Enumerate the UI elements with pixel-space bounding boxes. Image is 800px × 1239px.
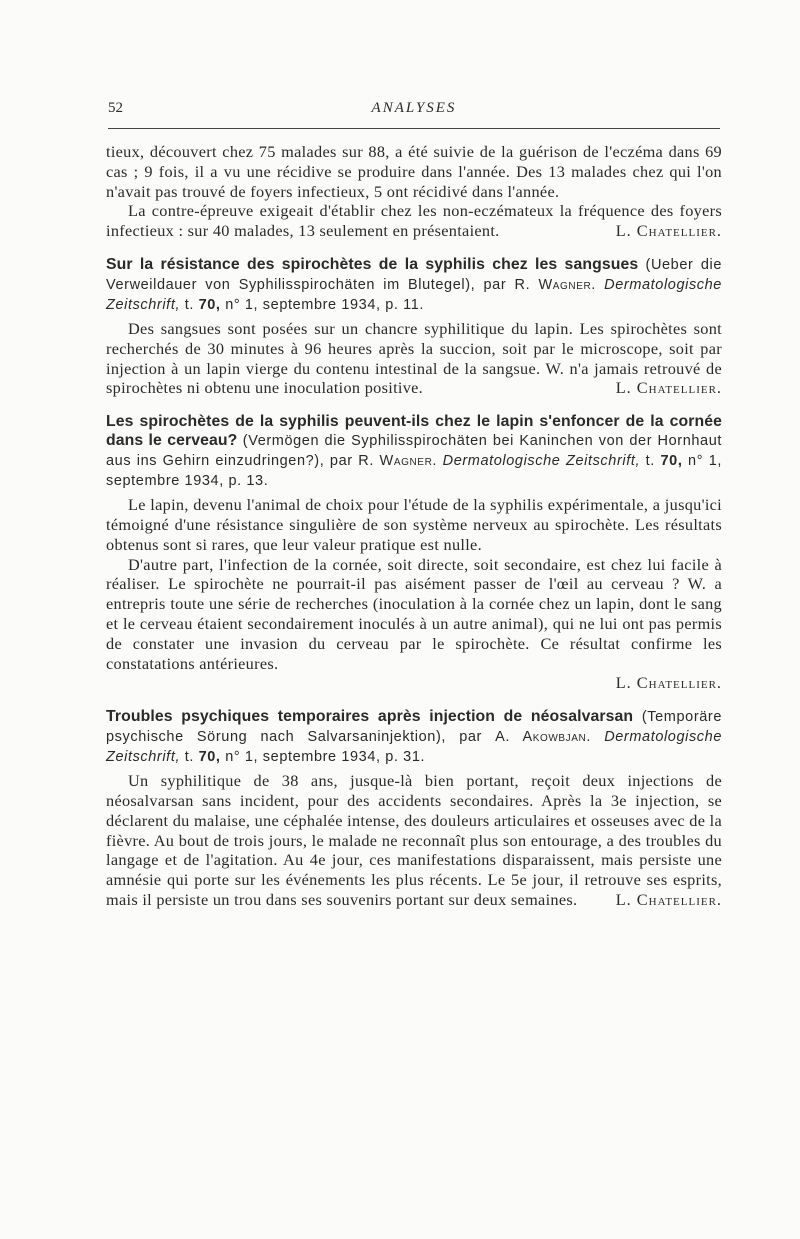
article-2: [106, 412, 722, 693]
article-paragraph-text: Un syphilitique de 38 ans, jusque-là bien portant, reçoit deux injections de néosalvarsan sans incident, pour des accidents secondaires. Après la 3e injection, se déclarent du malaise, une céphalée intense, des douleurs articulaires et osseuses avec de la fièvre. Au bout de trois jours, le malade ne reconnaît plus son entourage, a des troubles du langage et de l'agitation. Au 4e jour, ces manifestations disparaissent, mais persiste une amnésie qui porte sur les événements les plus récents. Le 5e jour, il retrouve ses esprits, mais il persiste un trou dans ses souvenirs portant sur deux semaines.: [106, 771, 722, 909]
reference-journal: Dermatologische Zeitschrift,: [106, 276, 722, 313]
reference-author: R. Wagner.: [358, 453, 438, 470]
opening-paragraph-2-text: La contre-épreuve exigeait d'établir chez les non-eczémateux la fréquence des foyers infectieux : sur 40 malades, 13 seulement en présentaient.: [106, 201, 722, 241]
reference-tome: t.: [640, 453, 661, 470]
page-number: 52: [108, 100, 123, 116]
reference-issue: n° 1, septembre 1934, p. 31.: [220, 749, 426, 766]
page-content: [106, 142, 722, 910]
article-title-text: Les spirochètes de la syphilis peuvent-ils chez le lapin s'enfoncer de la cornée dans le cerveau?: [106, 413, 722, 450]
article-paragraph: D'autre part, l'infection de la cornée, soit directe, soit secondaire, est chez lui facile à réaliser. Le spirochète ne pourrait-il pas aisément passer de l'œil au cerveau ? W. a entrepris toute une série de recherches (inoculation à la cornée chez un lapin, dont le sang et le cerveau étaient secondairement inoculés à un autre animal), qui ne lui ont pas permis de constater une invasion du cerveau par le spirochète. Ce résultat confirme les constatations antérieures.: [106, 554, 722, 673]
signature: L. Chatellier.: [615, 221, 722, 241]
reference-tome: t.: [180, 749, 199, 766]
opening-paragraph: tieux, découvert chez 75 malades sur 88, a été suivie de la guérison de l'eczéma dans 69 cas ; 9 fois, il a vu une récidive se produire dans l'année. Des 13 malades chez qui l'on n'avait pas trouvé de foyers infectieux, 5 ont récidivé dans l'année.: [106, 142, 722, 201]
reference-issue: n° 1, septembre 1934, p. 13.: [106, 453, 722, 490]
article-title-text: Troubles psychiques temporaires après injection de néosalvarsan: [106, 708, 634, 726]
reference-volume: 70,: [660, 453, 683, 470]
header-rule: [108, 128, 720, 129]
running-head: ANALYSES: [371, 100, 457, 116]
article-title: [106, 707, 722, 767]
article-paragraph-text: Des sangsues sont posées sur un chancre syphilitique du lapin. Les spirochètes sont recherchés de 30 minutes à 96 heures après la succion, soit par le microscope, soit par injection à un lapin vierge du contenu intestinal de la sangsue. W. n'a jamais retrouvé de spirochètes ni obtenu une inoculation positive.: [106, 318, 722, 398]
reference-journal: Dermatologische Zeitschrift,: [442, 453, 641, 470]
reference-volume: 70,: [198, 749, 221, 766]
article-title: [106, 255, 722, 315]
reference-tome: t.: [180, 296, 199, 313]
signature: L. Chatellier.: [615, 889, 722, 909]
signature: L. Chatellier.: [615, 673, 722, 693]
article-3: [106, 707, 722, 910]
reference-original-title: (Temporäre psychische Sörung nach Salvarsaninjektion), par: [106, 709, 723, 746]
article-title-text: Sur la résistance des spirochètes de la syphilis chez les sangsues: [106, 255, 639, 273]
article-paragraph: [106, 771, 722, 910]
signature: L. Chatellier.: [615, 378, 722, 398]
reference-original-title: (Vermögen die Syphilisspirochäten bei Kaninchen von der Hornhaut aus ins Gehirn einzudringen?), par: [106, 433, 722, 470]
opening-paragraph-2: [106, 201, 722, 241]
reference-author: R. Wagner.: [514, 276, 596, 293]
page-header: [108, 98, 720, 128]
article-paragraph: [106, 319, 722, 398]
article-paragraph: Le lapin, devenu l'animal de choix pour l'étude de la syphilis expérimentale, a jusqu'ici témoigné d'une résistance singulière de son système nerveux au spirochète. Les résultats obtenus sont si rares, que leur valeur pratique est nulle.: [106, 495, 722, 554]
reference-volume: 70,: [198, 296, 221, 313]
reference-author: A. Akowbjan.: [495, 729, 591, 746]
reference-issue: n° 1, septembre 1934, p. 11.: [220, 296, 425, 313]
article-1: [106, 255, 722, 398]
reference-journal: Dermatologische Zeitschrift,: [106, 729, 722, 766]
reference-original-title: (Ueber die Verweildauer von Syphilisspirochäten im Blutegel), par: [106, 256, 722, 293]
article-title: [106, 412, 722, 491]
